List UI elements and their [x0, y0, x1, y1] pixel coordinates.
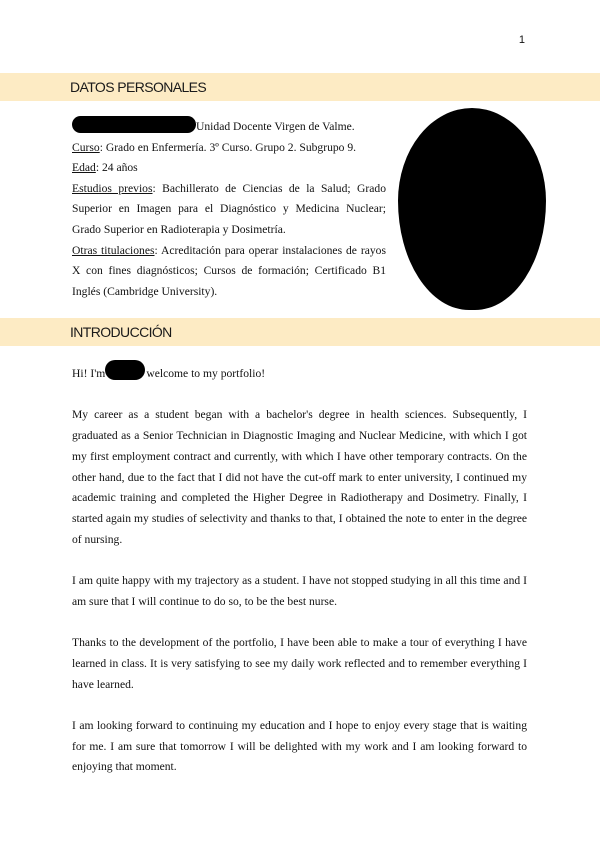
page-number: 1 [518, 34, 525, 46]
section-header-intro [0, 318, 600, 346]
course-line [72, 138, 386, 159]
intro-paragraph-1: My career as a student began with a bachelor's degree in health sciences. Subsequently, I graduated as a Senior Technician in Diagnostic Imaging and Nuclear Medicine, with which I got my first employment contract and currently, with which I have other temporary contracts. On the other hand, due to the fact that I did not have the cut-off mark to enter university, I continued my academic training and completed the Higher Degree in Radiotherapy and Dosimetry. Finally, I started again my studies of selectivity and thanks to that, I obtained the note to enter in the degree of nursing. [72, 408, 527, 546]
greeting-start: Hi! I'm [72, 367, 106, 380]
studies-line [72, 179, 386, 241]
section-title-personal: DATOS PERSONALES [70, 79, 207, 95]
unit-line [72, 116, 386, 138]
age-line [72, 158, 386, 179]
other-titles-value: : Acreditación para operar instalaciones de rayos X con fines diagnósticos; Cursos de formación; Certificado B1 Inglés (Cambridge University). [72, 243, 386, 298]
studies-value: : Bachillerato de Ciencias de la Salud; Grado Superior en Imagen para el Diagnóstico y Medicina Nuclear; Grado Superior en Radioterapia y Dosimetría. [72, 181, 386, 236]
studies-label: Estudios previos [72, 181, 153, 195]
age-value: : 24 años [95, 161, 138, 175]
redacted-photo [398, 108, 546, 310]
course-value: : Grado en Enfermería. 3º Curso. Grupo 2. Subgrupo 9. [99, 140, 357, 154]
redacted-name [72, 116, 196, 133]
intro-block [72, 360, 527, 799]
unit-text: Unidad Docente Virgen de Valme. [196, 120, 355, 133]
course-label: Curso [72, 140, 100, 154]
intro-paragraph-3: Thanks to the development of the portfolio, I have been able to make a tour of everything I have learned in class. It is very satisfying to see my daily work reflected and to remember everything I have learned. [72, 636, 527, 691]
personal-data-block [72, 116, 386, 302]
intro-paragraph-2: I am quite happy with my trajectory as a student. I have not stopped studying in all this time and I am sure that I will continue to do so, to be the best nurse. [72, 574, 527, 608]
age-label: Edad [72, 161, 96, 175]
greeting-line [72, 360, 527, 385]
redacted-greeting-name [105, 360, 145, 380]
intro-paragraph-4: I am looking forward to continuing my education and I hope to enjoy every stage that is waiting for me. I am sure that tomorrow I will be delighted with my work and I am looking forward to enjoying that moment. [72, 718, 527, 774]
section-title-intro: INTRODUCCIÓN [70, 324, 172, 340]
greeting-end: welcome to my portfolio! [146, 367, 266, 380]
other-titles-line [72, 241, 386, 303]
other-titles-label: Otras titulaciones [72, 243, 155, 257]
section-header-personal [0, 73, 600, 101]
